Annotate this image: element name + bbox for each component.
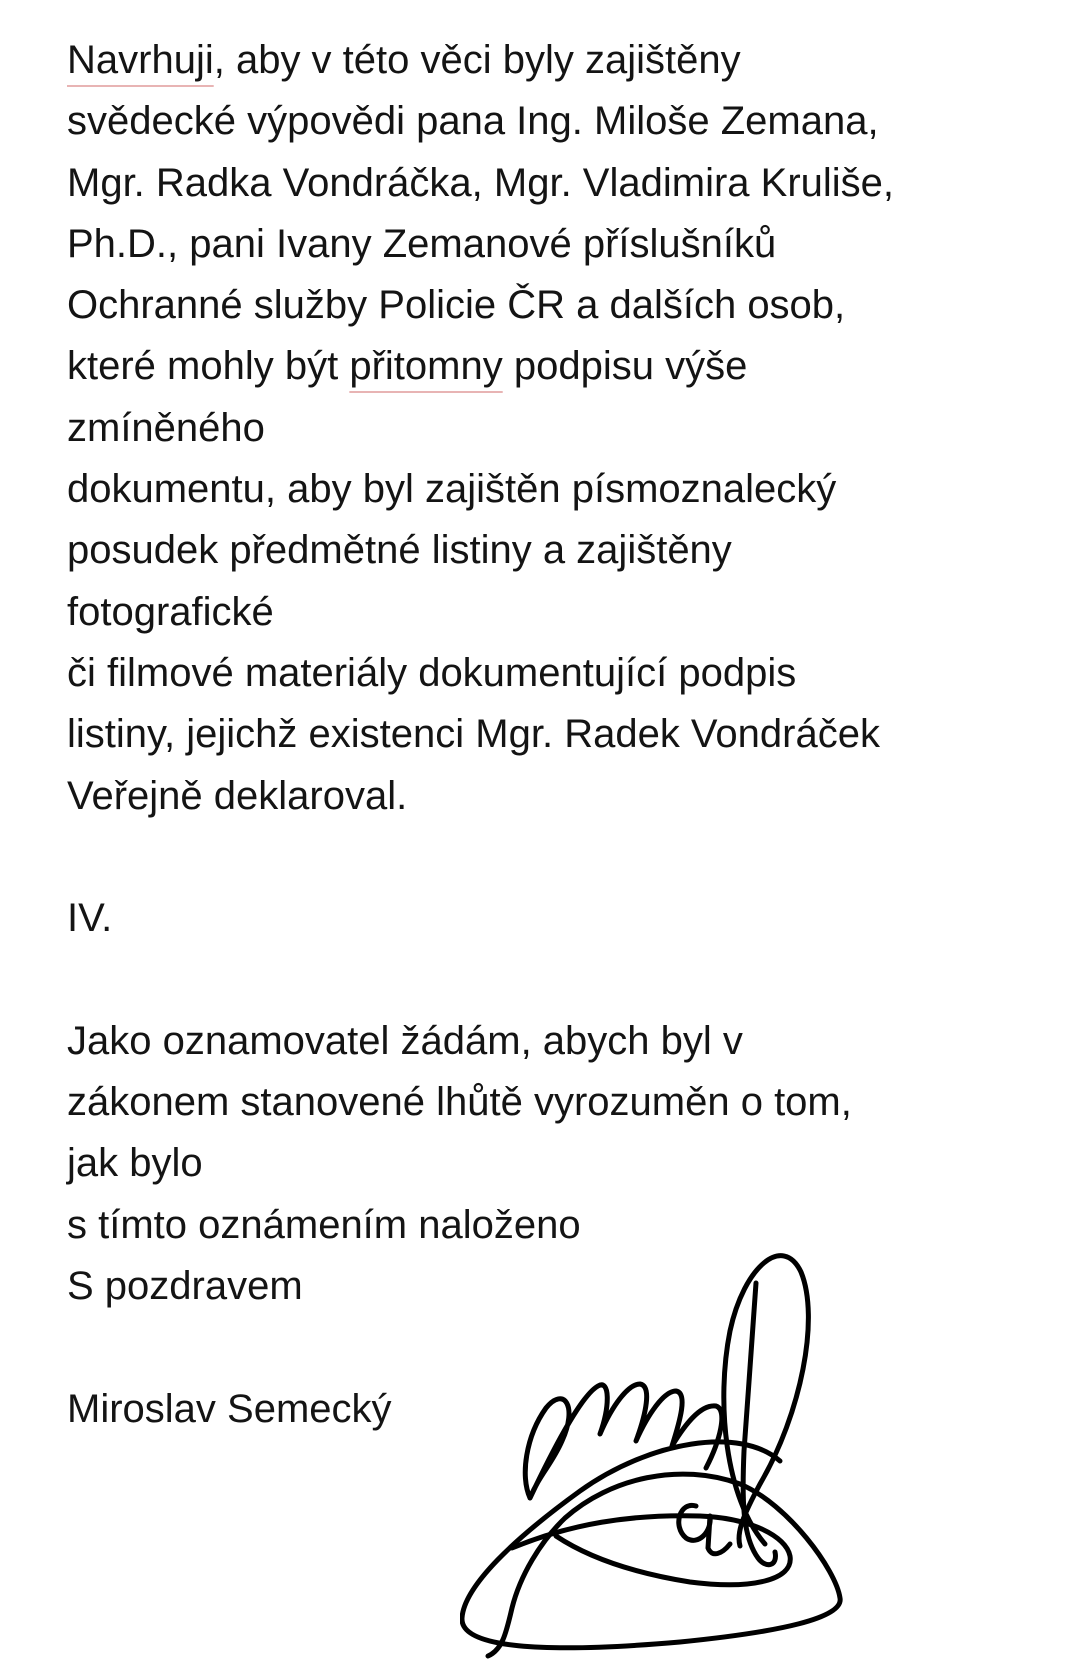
misspelled-word: přitomny [349,344,503,389]
text-line: listiny, jejichž existenci Mgr. Radek Vondráček [67,712,880,757]
document-body [67,30,1057,1440]
signature-stroke [525,1384,722,1498]
handwritten-signature [460,1236,880,1659]
closing-line: S pozdravem [67,1263,303,1308]
text-line: Ph.D., pani Ivany Zemanové příslušníků [67,221,777,266]
section-heading: IV. [67,896,113,941]
blank-line [67,949,1057,1010]
text-line: dokumentu, aby byl zajištěn písmoznalecký [67,467,837,512]
signature-stroke [724,1256,809,1546]
misspelled-word: Navrhuji [67,38,214,82]
text-line: Navrhuji, aby v této věci byly zajištěny [67,38,741,82]
text-line: Jako oznamovatel žádám, abych byl v [67,1018,743,1063]
text-line: zákonem stanovené lhůtě vyrozuměn o tom, [67,1080,852,1125]
text-line: fotografické [67,589,274,634]
text-line: Ochranné služby Policie ČR a dalších osob, [67,283,846,328]
blank-line [67,827,1057,888]
text-line: zmíněného [67,405,265,450]
text-line: posudek předmětné listiny a zajištěny [67,528,732,573]
text-line: Veřejně deklaroval. [67,773,408,818]
text-line: Mgr. Radka Vondráčka, Mgr. Vladimira Kruliše, [67,160,895,205]
text-line: svědecké výpovědi pana Ing. Miloše Zemana, [67,99,879,144]
author-name: Miroslav Semecký [67,1386,392,1431]
text-line: s tímto oznámením naloženo [67,1202,581,1247]
signature-stroke [679,1505,730,1553]
text-line: které mohly být přitomny podpisu výše [67,344,748,389]
signature-stroke [462,1442,840,1656]
text-line: či filmové materiály dokumentující podpis [67,650,797,695]
text-line: jak bylo [67,1141,203,1186]
